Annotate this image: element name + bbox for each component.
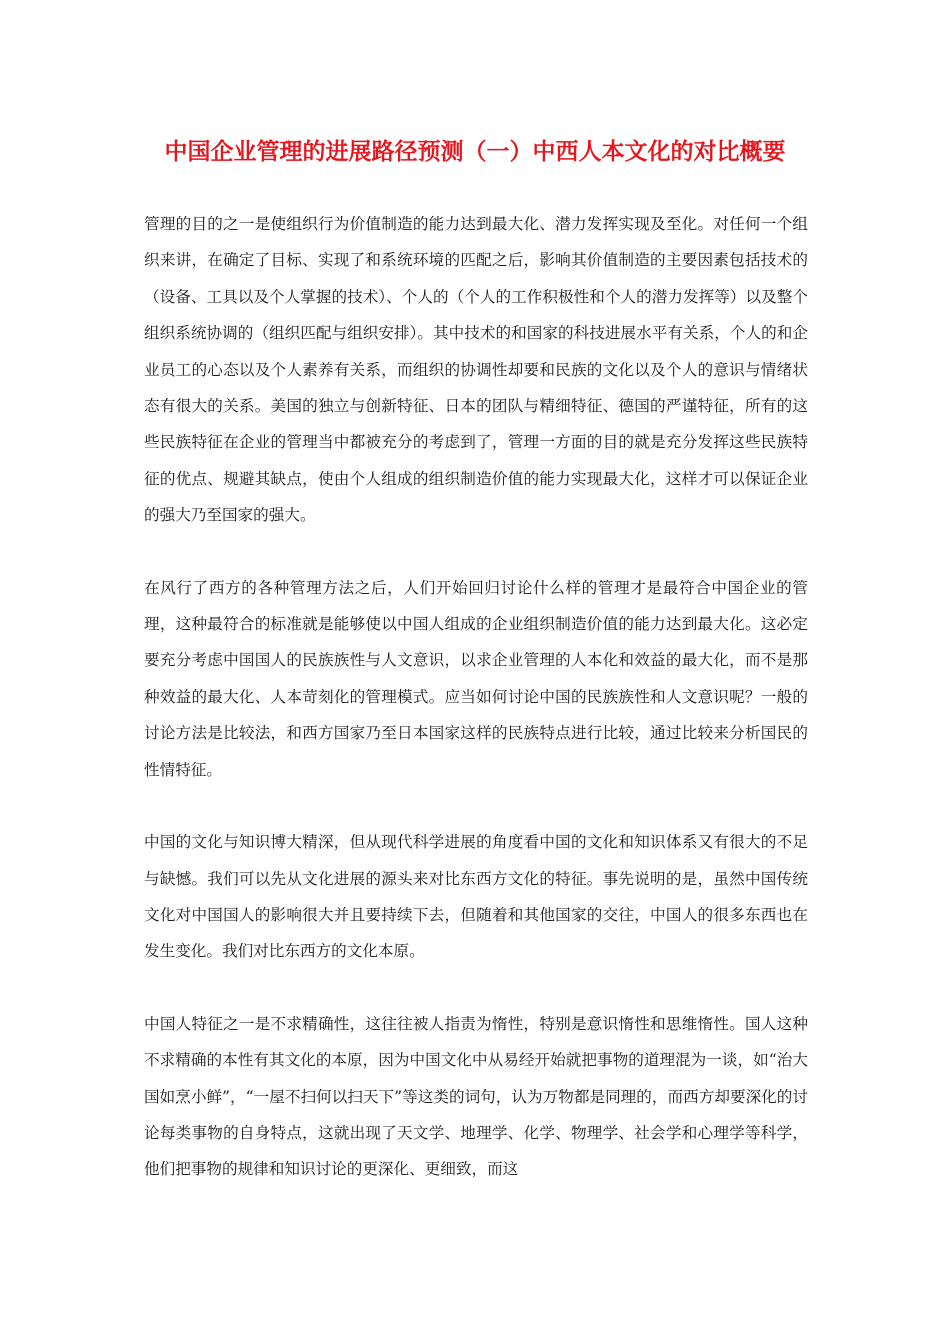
paragraph-4: 中国人特征之一是不求精确性，这往往被人指责为惰性，特别是意识惰性和思维惰性。国人这种不求精确的本性有其文化的本原，因为中国文化中从易经开始就把事物的道理混为一谈，如“治大国如烹小鲜”，“一屋不扫何以扫天下”等这类的词句，认为万物都是同理的，而西方却要深化的讨论每类事物的自身特点，这就出现了天文学、地理学、化学、物理学、社会学和心理学等科学，他们把事物的规律和知识讨论的更深化、更细致，而这: [144, 1014, 808, 1179]
paragraph-1: 管理的目的之一是使组织行为价值制造的能力达到最大化、潜力发挥实现及至化。对任何一个组织来讲，在确定了目标、实现了和系统环境的匹配之后，影响其价值制造的主要因素包括技术的（设备、工具以及个人掌握的技术）、个人的（个人的工作积极性和个人的潜力发挥等）以及整个组织系统协调的（组织匹配与组织安排）。其中技术的和国家的科技进展水平有关系，个人的和企业员工的心态以及个人素养有关系，而组织的协调性却要和民族的文化以及个人的意识与情绪状态有很大的关系。美国的独立与创新特征、日本的团队与精细特征、德国的严谨特征，所有的这些民族特征在企业的管理当中都被充分的考虑到了，管理一方面的目的就是充分发挥这些民族特征的优点、规避其缺点，使由个人组成的组织制造价值的能力实现最大化，这样才可以保证企业的强大乃至国家的强大。: [144, 215, 808, 525]
paragraph-3: 中国的文化与知识博大精深，但从现代科学进展的角度看中国的文化和知识体系又有很大的不足与缺憾。我们可以先从文化进展的源头来对比东西方文化的特征。事先说明的是，虽然中国传统文化对中国国人的影响很大并且要持续下去，但随着和其他国家的交往，中国人的很多东西也在发生变化。我们对比东西方的文化本原。: [144, 833, 808, 961]
document-body: [144, 206, 808, 1224]
document-title: 中国企业管理的进展路径预测（一）中西人本文化的对比概要: [164, 139, 786, 165]
paragraph-2: 在风行了西方的各种管理方法之后，人们开始回归讨论什么样的管理才是最符合中国企业的管理，这种最符合的标准就是能够使以中国人组成的企业组织制造价值的能力达到最大化。这必定要充分考虑中国国人的民族族性与人文意识，以求企业管理的人本化和效益的最大化，而不是那种效益的最大化、人本苛刻化的管理模式。应当如何讨论中国的民族族性和人文意识呢？一般的讨论方法是比较法，和西方国家乃至日本国家这样的民族特点进行比较，通过比较来分析国民的性情特征。: [144, 578, 808, 779]
